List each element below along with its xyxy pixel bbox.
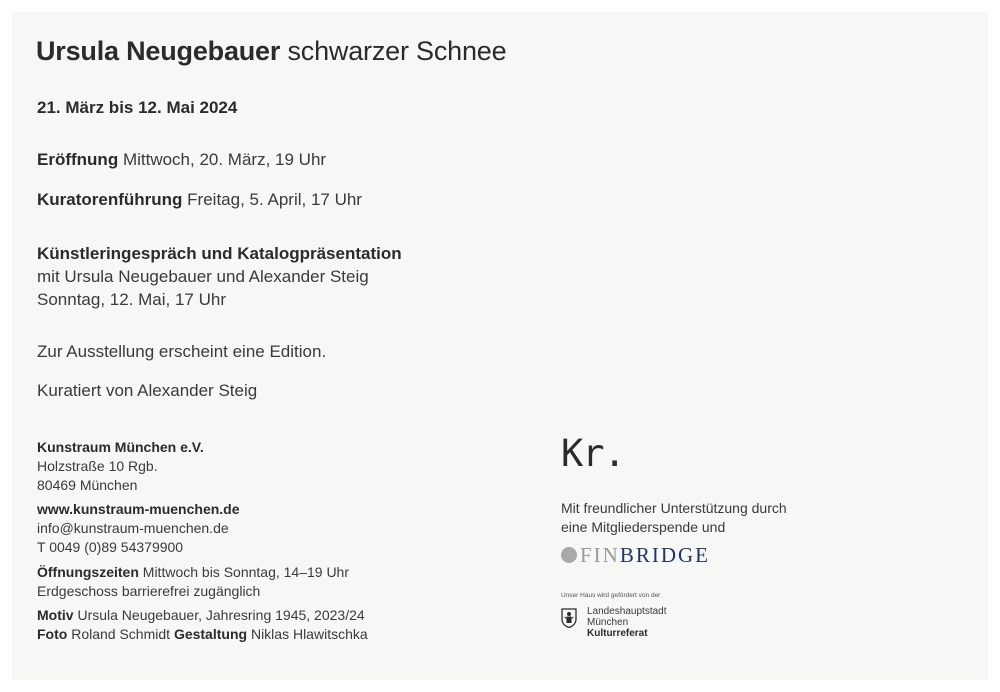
artist-name: Ursula Neugebauer <box>36 36 281 66</box>
motiv-detail: Ursula Neugebauer, Jahresring 1945, 2023/24 <box>77 607 365 623</box>
support-note <box>561 499 787 537</box>
foto-label: Foto <box>37 626 68 642</box>
event-opening-detail: Mittwoch, 20. März, 19 Uhr <box>122 150 327 169</box>
curator-note: Kuratiert von Alexander Steig <box>37 381 258 400</box>
venue-street: Holzstraße 10 Rgb. <box>37 458 158 474</box>
city-line-3: Kulturreferat <box>587 628 648 639</box>
venue-contact <box>37 500 240 557</box>
artist-talk-heading: Künstleringespräch und Katalogpräsentation <box>37 244 402 263</box>
kunstraum-logo: Kr. <box>561 432 625 475</box>
opening-hours-label: Öffnungszeiten <box>37 564 139 580</box>
venue-city: 80469 München <box>37 477 138 493</box>
finbridge-logo <box>561 544 710 566</box>
city-line-2: München <box>587 617 629 628</box>
venue-address <box>37 438 204 495</box>
website-link[interactable]: www.kunstraum-muenchen.de <box>37 501 240 517</box>
munich-crest-icon <box>561 608 577 628</box>
artist-talk <box>37 242 402 311</box>
event-opening <box>37 150 326 170</box>
work-title: schwarzer Schnee <box>287 36 507 66</box>
exhibition-title <box>36 36 506 67</box>
support-line-2: eine Mitgliederspende und <box>561 519 726 535</box>
motiv-label: Motiv <box>37 607 74 623</box>
funding-note: Unser Haus wird gefördert von der <box>561 592 661 599</box>
design-label: Gestaltung <box>173 626 248 642</box>
opening-hours-detail: Mittwoch bis Sonntag, 14–19 Uhr <box>142 564 350 580</box>
support-line-1: Mit freundlicher Unterstützung durch <box>561 500 787 516</box>
city-text <box>587 606 667 639</box>
finbridge-logo-bridge: BRIDGE <box>619 542 711 567</box>
credits <box>37 606 368 644</box>
finbridge-dot-icon <box>561 547 577 563</box>
city-funding-logo <box>561 606 667 639</box>
exhibition-dates: 21. März bis 12. Mai 2024 <box>37 98 238 117</box>
foto-detail: Roland Schmidt <box>71 626 171 642</box>
event-opening-label: Eröffnung <box>37 150 119 169</box>
artist-talk-participants: mit Ursula Neugebauer und Alexander Steig <box>37 267 369 286</box>
phone-number: T 0049 (0)89 54379900 <box>37 539 184 555</box>
email-link[interactable]: info@kunstraum-muenchen.de <box>37 520 229 536</box>
city-line-1: Landeshauptstadt <box>587 606 667 617</box>
accessibility-note: Erdgeschoss barrierefrei zugänglich <box>37 583 261 599</box>
finbridge-logo-fin: FIN <box>580 542 620 567</box>
event-curator-tour-label: Kuratorenführung <box>37 190 183 209</box>
event-curator-tour <box>37 190 362 210</box>
edition-note: Zur Ausstellung erscheint eine Edition. <box>37 342 327 361</box>
artist-talk-date: Sonntag, 12. Mai, 17 Uhr <box>37 290 227 309</box>
event-curator-tour-detail: Freitag, 5. April, 17 Uhr <box>187 190 362 209</box>
design-detail: Niklas Hlawitschka <box>250 626 368 642</box>
opening-hours <box>37 563 349 601</box>
venue-name: Kunstraum München e.V. <box>37 439 204 455</box>
